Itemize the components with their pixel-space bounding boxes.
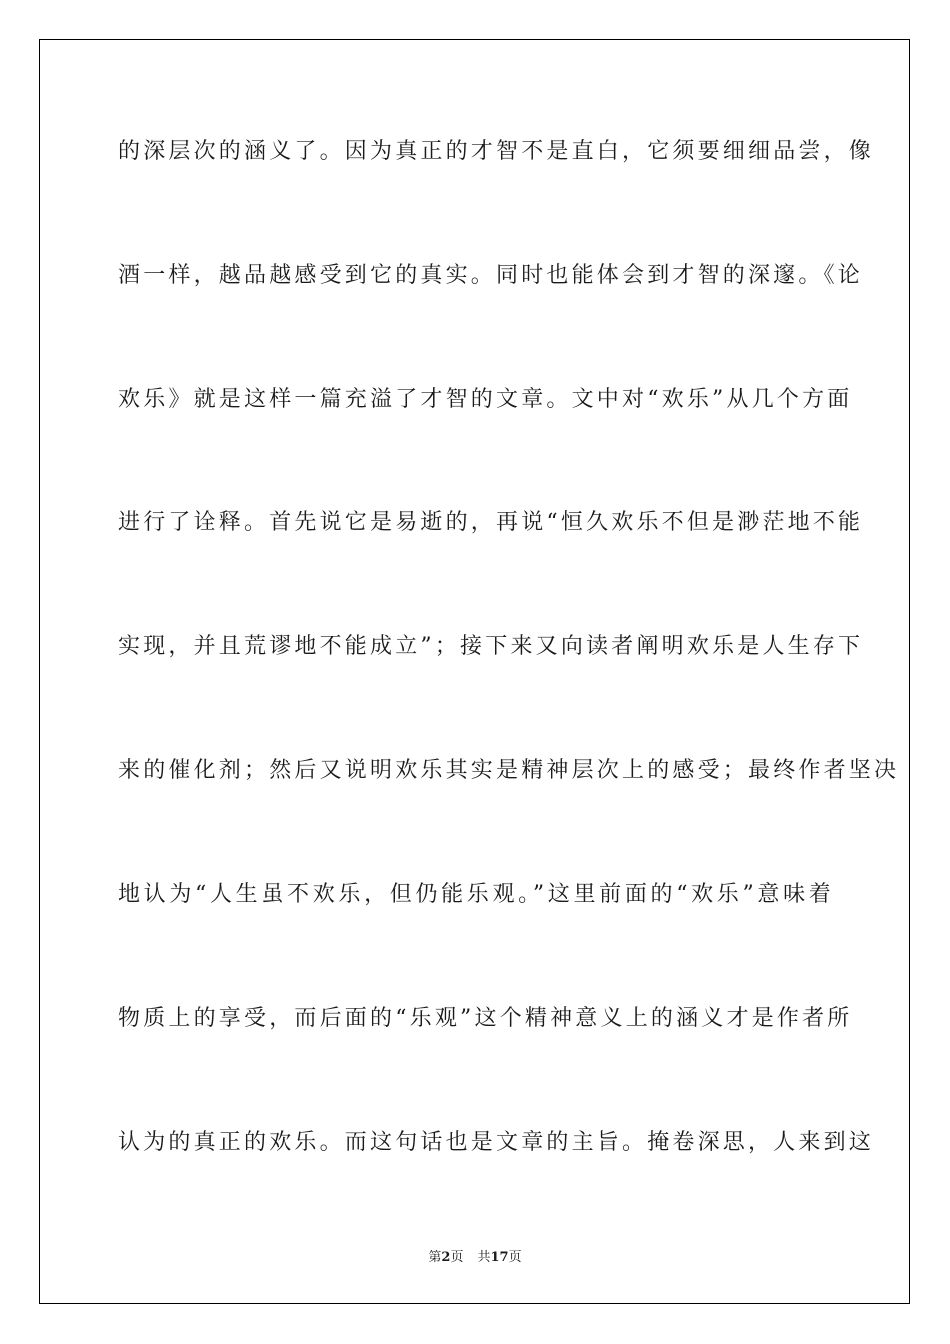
total-suffix: 页	[508, 1250, 522, 1265]
total-prefix: 共	[477, 1250, 491, 1265]
body-line-6: 来的催化剂；然后又说明欢乐其实是精神层次上的感受；最终作者坚决	[118, 758, 900, 783]
page-footer	[0, 1246, 950, 1265]
page-suffix: 页	[450, 1250, 464, 1265]
body-line-2: 酒一样，越品越感受到它的真实。同时也能体会到才智的深邃。《论	[118, 263, 864, 288]
body-line-1: 的深层次的涵义了。因为真正的才智不是直白，它须要细细品尝，像	[118, 139, 875, 164]
total-pages: 17	[490, 1250, 509, 1265]
body-line-9: 认为的真正的欢乐。而这句话也是文章的主旨。掩卷深思，人来到这	[118, 1130, 875, 1155]
body-line-5: 实现，并且荒谬地不能成立”；接下来又向读者阐明欢乐是人生存下	[118, 634, 864, 659]
body-line-8: 物质上的享受，而后面的“乐观”这个精神意义上的涵义才是作者所	[118, 1006, 853, 1031]
page-number: 2	[441, 1250, 451, 1265]
page-border	[39, 39, 910, 1304]
body-line-4: 进行了诠释。首先说它是易逝的，再说“恒久欢乐不但是渺茫地不能	[118, 510, 864, 535]
body-line-3: 欢乐》就是这样一篇充溢了才智的文章。文中对“欢乐”从几个方面	[118, 387, 853, 412]
page-prefix: 第	[428, 1250, 442, 1265]
body-line-7: 地认为“人生虽不欢乐，但仍能乐观。”这里前面的“欢乐”意味着	[118, 882, 834, 907]
